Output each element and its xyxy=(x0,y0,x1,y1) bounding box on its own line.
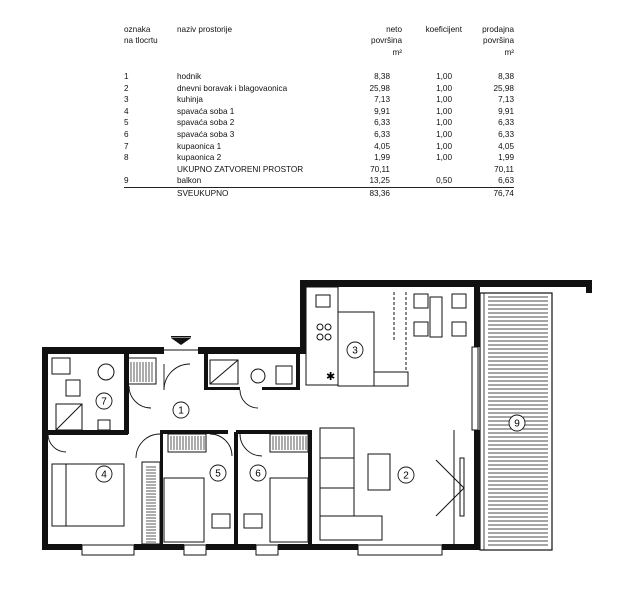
chair-icon xyxy=(452,322,466,336)
door-bath2 xyxy=(240,390,258,408)
wall-living-east-bottom xyxy=(474,430,480,550)
shower-diag xyxy=(56,404,82,430)
cell-prodajna: 70,11 xyxy=(494,164,514,174)
burner-icon xyxy=(317,324,323,330)
fridge-icon: ✱ xyxy=(326,370,336,383)
room-label: 7 xyxy=(101,396,107,408)
cell-oznaka: 2 xyxy=(124,83,129,93)
cell-oznaka: 5 xyxy=(124,118,129,128)
windows xyxy=(82,347,478,555)
cell-naziv: spavaća soba 2 xyxy=(177,118,235,128)
door-room4 xyxy=(136,434,160,458)
wall-bath2-east xyxy=(296,354,300,390)
wall-north-left xyxy=(42,347,164,354)
bedroom-furniture xyxy=(52,434,308,544)
header-neto-line1: neto xyxy=(386,25,402,34)
chair-icon xyxy=(414,294,428,308)
cell-oznaka: 8 xyxy=(124,153,129,163)
cell-koef: 1,00 xyxy=(436,118,452,128)
cell-neto: 4,05 xyxy=(374,141,390,151)
door-bath1-b xyxy=(48,434,66,452)
living-furniture xyxy=(320,428,464,544)
burner-icon xyxy=(325,334,331,340)
doors xyxy=(48,364,262,458)
sink-2-icon xyxy=(251,369,265,383)
cell-koef: 1,00 xyxy=(436,83,452,93)
toilet-3-icon xyxy=(276,366,292,384)
sink-icon xyxy=(316,295,330,307)
bed-double xyxy=(52,464,124,526)
wall-bath1-south xyxy=(48,430,128,435)
toilet-icon xyxy=(98,364,114,380)
cell-naziv: balkon xyxy=(177,176,202,186)
cell-prodajna: 4,05 xyxy=(498,141,514,151)
wall-bath2-south-2 xyxy=(262,387,298,390)
wall-balcony-east xyxy=(586,280,592,293)
cell-naziv: spavaća soba 3 xyxy=(177,129,235,139)
wall-room6-north xyxy=(236,430,310,434)
cell-oznaka: 6 xyxy=(124,129,129,139)
header-prodajna-line3: m² xyxy=(504,47,514,57)
cell-naziv: kupaonica 1 xyxy=(177,141,222,151)
cell-prodajna: 8,38 xyxy=(498,72,514,81)
wall-room6-east xyxy=(308,430,312,544)
cell-koef: 1,00 xyxy=(436,106,452,116)
cell-naziv: spavaća soba 1 xyxy=(177,106,235,116)
cell-naziv: kuhinja xyxy=(177,95,203,105)
chair-icon xyxy=(452,294,466,308)
washbasin-icon xyxy=(52,358,70,374)
room-label: 2 xyxy=(403,470,409,482)
toilet-2-icon xyxy=(66,380,80,396)
wall-bath2-west xyxy=(204,354,208,390)
cell-oznaka: 9 xyxy=(124,176,129,186)
dining-set xyxy=(414,294,466,337)
header-koeficijent: koeficijent xyxy=(425,25,462,34)
wall-bath2-south xyxy=(204,387,240,390)
cell-neto: 7,13 xyxy=(374,95,390,105)
wall-west xyxy=(42,347,48,550)
cell-naziv: SVEUKUPNO xyxy=(177,188,229,198)
header-oznaka-line2: na tlocrtu xyxy=(124,36,158,46)
cell-oznaka: 3 xyxy=(124,95,129,105)
cell-neto: 8,38 xyxy=(374,72,390,81)
cell-koef: 1,00 xyxy=(436,72,452,81)
burner-icon xyxy=(325,324,331,330)
sofa xyxy=(320,428,354,516)
wall-north-top xyxy=(300,280,592,287)
window-south-2 xyxy=(184,545,206,555)
cell-prodajna: 6,33 xyxy=(498,118,514,128)
cell-prodajna: 6,33 xyxy=(498,129,514,139)
wall-south-2 xyxy=(134,544,184,550)
cell-neto: 70,11 xyxy=(370,164,390,174)
cell-neto: 6,33 xyxy=(374,129,390,139)
cell-neto: 25,98 xyxy=(369,83,390,93)
cell-prodajna: 7,13 xyxy=(498,95,514,105)
cell-koef: 1,00 xyxy=(436,95,452,105)
bed-single-5 xyxy=(164,478,204,542)
room-label: 9 xyxy=(514,418,520,430)
wall-south-4 xyxy=(278,544,358,550)
cell-prodajna: 25,98 xyxy=(493,83,514,93)
desk-5 xyxy=(212,514,230,528)
door-bath1 xyxy=(129,386,151,408)
cell-neto: 83,36 xyxy=(369,188,390,198)
bathroom-2-fixtures xyxy=(210,360,292,384)
wall-room5-north xyxy=(160,430,228,434)
desk-6 xyxy=(244,514,262,528)
wall-north-mid xyxy=(198,347,306,354)
header-neto-line3: m² xyxy=(392,47,402,57)
cell-oznaka: 1 xyxy=(124,72,129,81)
wall-kitchen-west xyxy=(300,280,306,354)
cell-naziv: hodnik xyxy=(177,72,202,81)
cell-koef: 1,00 xyxy=(436,153,452,163)
window-south-1 xyxy=(82,545,134,555)
header-naziv: naziv prostorije xyxy=(177,25,233,34)
sofa-chaise xyxy=(320,516,382,540)
coffee-table xyxy=(368,454,390,490)
header-prodajna-line2: površina xyxy=(483,36,514,46)
cell-prodajna: 76,74 xyxy=(493,188,514,198)
cell-naziv: UKUPNO ZATVORENI PROSTOR xyxy=(177,164,304,174)
header-prodajna-line1: prodajna xyxy=(482,25,514,34)
kitchen-bar xyxy=(374,372,408,386)
cell-neto: 13,25 xyxy=(369,176,390,186)
cell-prodajna: 9,91 xyxy=(498,106,514,116)
cell-neto: 1,99 xyxy=(374,153,390,163)
cell-oznaka: 4 xyxy=(124,106,129,116)
entrance-bar-icon xyxy=(171,336,191,338)
cell-koef: 1,00 xyxy=(436,141,452,151)
wall-room5-east xyxy=(234,432,238,544)
chair-icon xyxy=(414,322,428,336)
cell-naziv: dnevni boravak i blagovaonica xyxy=(177,83,288,93)
door-room6 xyxy=(240,434,262,456)
cell-koef: 1,00 xyxy=(436,129,452,139)
cell-neto: 6,33 xyxy=(374,118,390,128)
entrance-arrow-icon xyxy=(171,338,191,345)
bath-vent xyxy=(126,358,156,384)
bed-single-6 xyxy=(270,478,308,542)
cell-prodajna: 6,63 xyxy=(498,176,514,186)
header-neto-line2: površina xyxy=(371,36,402,46)
room-label: 4 xyxy=(101,469,107,481)
cell-naziv: kupaonica 2 xyxy=(177,153,222,163)
door-room5 xyxy=(210,434,232,456)
kitchen-furniture xyxy=(306,287,408,386)
wall-south-5 xyxy=(442,544,480,550)
burner-icon xyxy=(317,334,323,340)
cell-oznaka: 7 xyxy=(124,141,129,151)
shower-2-diag xyxy=(210,360,238,384)
room-label: 5 xyxy=(215,468,221,480)
door-entrance xyxy=(164,364,190,390)
washer-icon xyxy=(98,420,110,430)
cell-neto: 9,91 xyxy=(374,106,390,116)
window-south-4 xyxy=(358,545,442,555)
window-south-3 xyxy=(256,545,278,555)
room-label: 6 xyxy=(255,468,261,480)
wall-south-3 xyxy=(206,544,256,550)
cell-prodajna: 1,99 xyxy=(498,153,514,163)
wall-living-east-top xyxy=(474,287,480,347)
room-label: 3 xyxy=(352,345,358,357)
room-label: 1 xyxy=(178,405,184,417)
header-oznaka-line1: oznaka xyxy=(124,25,151,34)
dining-table xyxy=(430,297,442,337)
wall-south-1 xyxy=(42,544,82,550)
cell-koef: 0,50 xyxy=(436,176,452,186)
window-balcony-door xyxy=(472,347,478,430)
